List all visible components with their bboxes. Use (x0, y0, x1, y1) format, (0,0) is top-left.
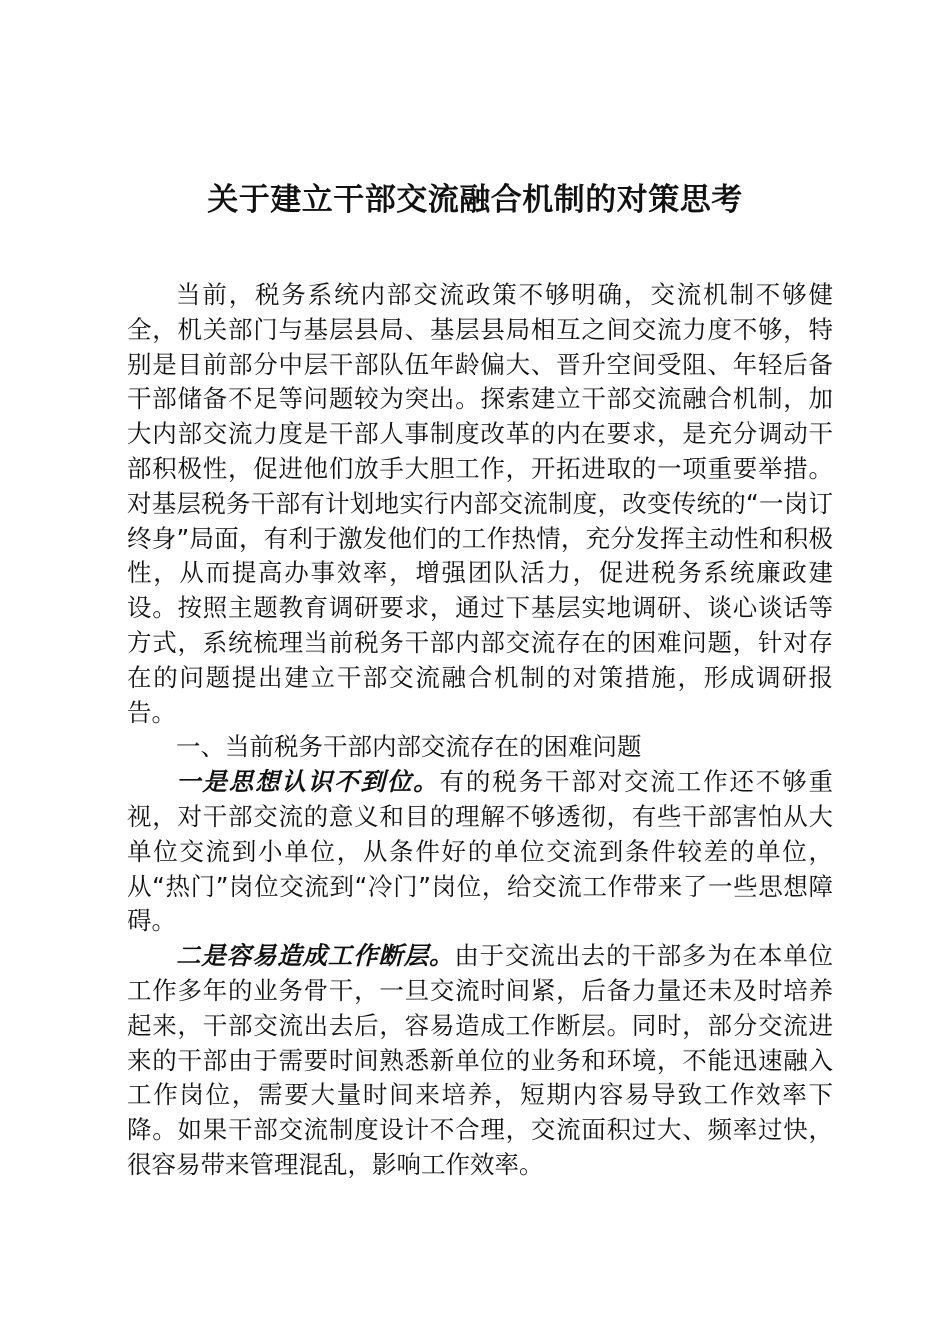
point-paragraph-1 (127, 765, 833, 939)
section-heading: 一、当前税务干部内部交流存在的困难问题 (176, 732, 642, 762)
document-body (127, 278, 833, 1183)
point-lead-2: 二是容易造成工作断层。 (176, 941, 455, 971)
point-paragraph-2 (127, 939, 833, 1183)
point-lead-1: 一是思想认识不到位。 (176, 767, 440, 797)
point-text-1: 有的税务干部对交流工作还不够重视，对干部交流的意义和目的理解不够透彻，有些干部害怕从大单位交流到小单位，从条件好的单位交流到条件较差的单位，从“热门”岗位交流到“冷门”岗位，给交流工作带来了一些思想障碍。 (127, 767, 834, 936)
point-text-2: 由于交流出去的干部多为在本单位工作多年的业务骨干，一旦交流时间紧，后备力量还未及时培养起来，干部交流出去后，容易造成工作断层。同时，部分交流进来的干部由于需要时间熟悉新单位的业务和环境，不能迅速融入工作岗位，需要大量时间来培养，短期内容易导致工作效率下降。如果干部交流制度设计不合理，交流面积过大、频率过快，很容易带来管理混乱，影响工作效率。 (127, 941, 834, 1179)
document-title: 关于建立干部交流融合机制的对策思考 (207, 182, 743, 218)
intro-paragraph: 当前，税务系统内部交流政策不够明确，交流机制不够健全，机关部门与基层县局、基层县局相互之间交流力度不够，特别是目前部分中层干部队伍年龄偏大、晋升空间受阻、年轻后备干部储备不足等问题较为突出。探索建立干部交流融合机制，加大内部交流力度是干部人事制度改革的内在要求，是充分调动干部积极性，促进他们放手大胆工作，开拓进取的一项重要举措。对基层税务干部有计划地实行内部交流制度，改变传统的“一岗订终身”局面，有利于激发他们的工作热情，充分发挥主动性和积极性，从而提高办事效率，增强团队活力，促进税务系统廉政建设。按照主题教育调研要求，通过下基层实地调研、谈心谈话等方式，系统梳理当前税务干部内部交流存在的困难问题，针对存在的问题提出建立干部交流融合机制的对策措施，形成调研报告。 (127, 280, 833, 727)
